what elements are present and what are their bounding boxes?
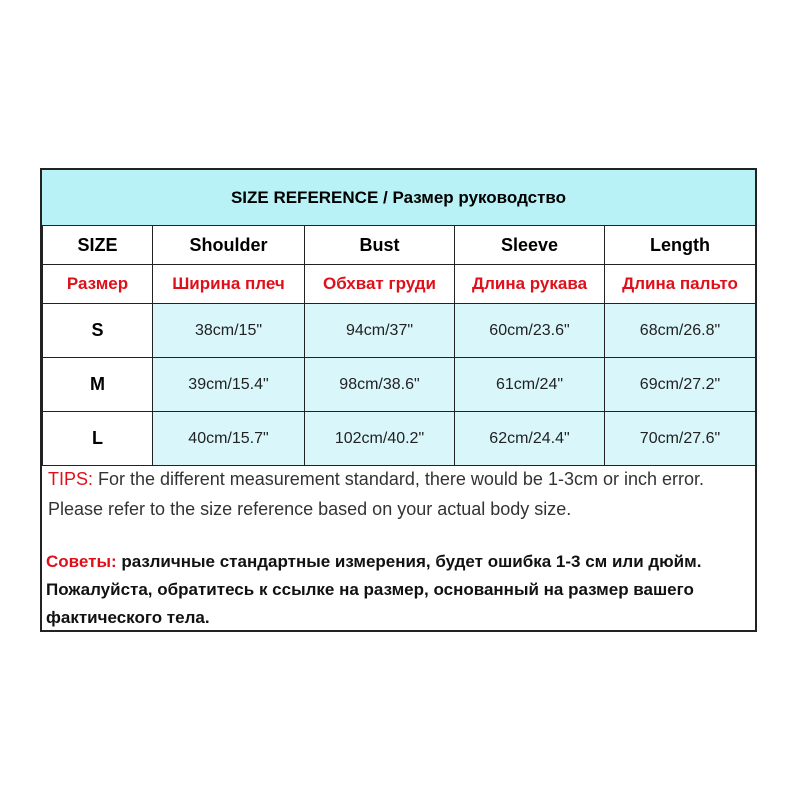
- size-cell: M: [43, 358, 153, 412]
- table-cell: 68cm/26.8": [605, 304, 756, 358]
- size-cell: S: [43, 304, 153, 358]
- size-cell: L: [43, 412, 153, 466]
- table-cell: 98cm/38.6": [305, 358, 455, 412]
- tips-line2: Please refer to the size reference based on your actual body size.: [48, 499, 572, 519]
- table-cell: 102cm/40.2": [305, 412, 455, 466]
- header-row-en: [43, 226, 756, 265]
- tips-line1: For the different measurement standard, there would be 1-3cm or inch error.: [93, 469, 704, 489]
- size-table: [42, 225, 756, 466]
- column-header: Sleeve: [455, 226, 605, 265]
- table-cell: 62cm/24.4": [455, 412, 605, 466]
- column-header: Bust: [305, 226, 455, 265]
- column-header-ru: Длина рукава: [455, 265, 605, 304]
- table-row: [43, 304, 756, 358]
- chart-title: SIZE REFERENCE / Размер руководство: [42, 170, 755, 226]
- tips-note: [48, 464, 753, 524]
- tips-label: TIPS:: [48, 469, 94, 489]
- tips-text-ru: различные стандартные измерения, будет ошибка 1-3 см или дюйм. Пожалуйста, обратитесь к ссылке на размер, основанный на размер вашего фактического тела.: [46, 552, 702, 627]
- column-header: Shoulder: [153, 226, 305, 265]
- column-header: Length: [605, 226, 756, 265]
- table-cell: 38cm/15": [153, 304, 305, 358]
- table-cell: 60cm/23.6": [455, 304, 605, 358]
- table-cell: 40cm/15.7": [153, 412, 305, 466]
- table-cell: 69cm/27.2": [605, 358, 756, 412]
- column-header: SIZE: [43, 226, 153, 265]
- header-row-ru: [43, 265, 756, 304]
- column-header-ru: Ширина плеч: [153, 265, 305, 304]
- column-header-ru: Длина пальто: [605, 265, 756, 304]
- size-chart: [40, 168, 757, 632]
- tips-note-ru: [46, 548, 753, 632]
- table-cell: 39cm/15.4": [153, 358, 305, 412]
- table-row: [43, 412, 756, 466]
- table-cell: 70cm/27.6": [605, 412, 756, 466]
- table-row: [43, 358, 756, 412]
- table-cell: 94cm/37": [305, 304, 455, 358]
- table-cell: 61cm/24": [455, 358, 605, 412]
- tips-label-ru: Советы:: [46, 552, 117, 571]
- column-header-ru: Размер: [43, 265, 153, 304]
- column-header-ru: Обхват груди: [305, 265, 455, 304]
